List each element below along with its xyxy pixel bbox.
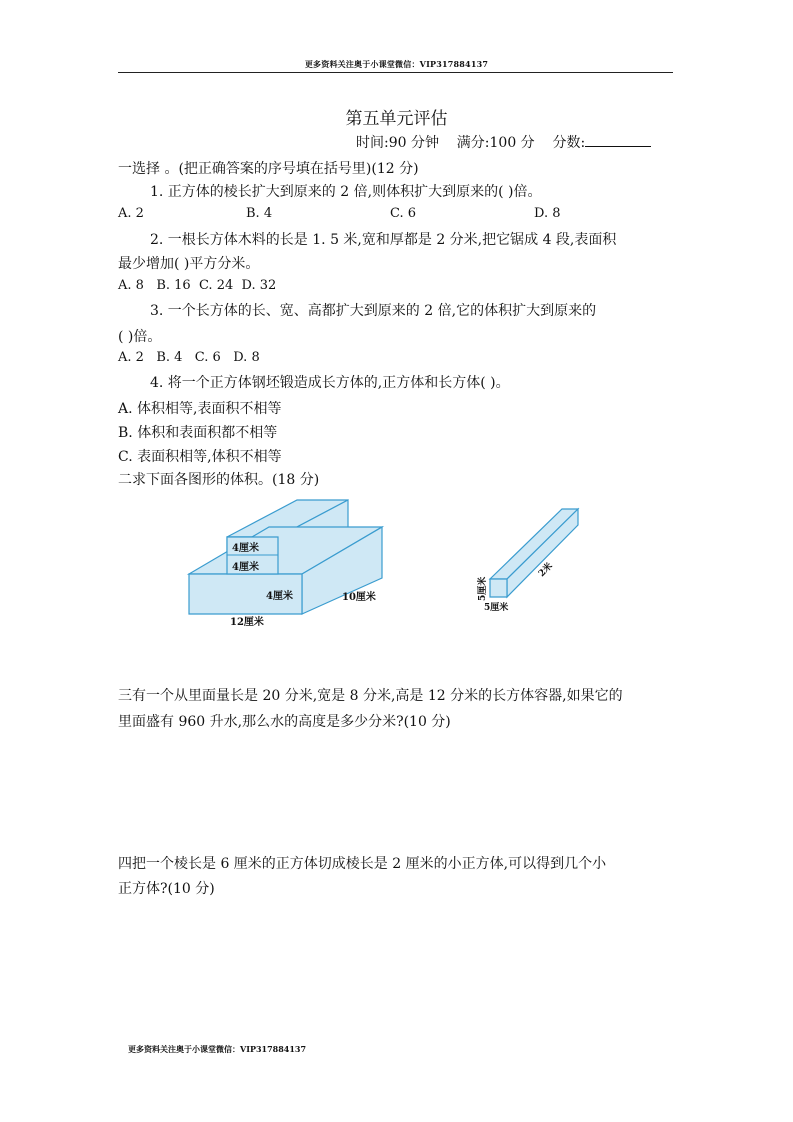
section4-line1: 四把一个棱长是 6 厘米的正方体切成棱长是 2 厘米的小正方体,可以得到几个小 (118, 856, 607, 872)
page-footer: 更多资料关注奥于小课堂微信：VIP317884137 (128, 1044, 307, 1054)
stepped-solid-figure (180, 495, 400, 635)
q1-option-b: B. 4 (246, 206, 273, 221)
header-divider (118, 72, 673, 73)
section1-heading: 一选择 。(把正确答案的序号填在括号里)(12 分) (118, 161, 419, 177)
q1-option-d: D. 8 (534, 206, 561, 221)
q2-line1: 2. 一根长方体木料的长是 1. 5 米,宽和厚都是 2 分米,把它锯成 4 段,表面积 (150, 232, 617, 248)
q1-options (118, 206, 618, 224)
section2-heading: 二求下面各图形的体积。(18 分) (118, 472, 320, 488)
full-score: 满分:100 分 (456, 135, 535, 151)
label-front-4cm: 4厘米 (266, 591, 293, 602)
label-height-5cm: 5厘米 (478, 576, 488, 601)
q3-options: A. 2 B. 4 C. 6 D. 8 (118, 350, 260, 365)
section3-line2: 里面盛有 960 升水,那么水的高度是多少分米?(10 分) (118, 714, 451, 730)
label-length-12cm: 12厘米 (230, 617, 264, 628)
page-title: 第五单元评估 (345, 109, 448, 129)
q4-text: 4. 将一个正方体钢坯锻造成长方体的,正方体和长方体( )。 (150, 375, 510, 391)
q3-line2: ( )倍。 (118, 329, 162, 345)
prism-front (490, 579, 507, 597)
q3-line1: 3. 一个长方体的长、宽、高都扩大到原来的 2 倍,它的体积扩大到原来的 (150, 303, 597, 319)
q1-option-a: A. 2 (118, 206, 144, 221)
long-prism-figure (470, 500, 590, 620)
label-top-4cm: 4厘米 (232, 543, 259, 554)
q4-option-c: C. 表面积相等,体积不相等 (118, 449, 282, 465)
q2-options: A. 8 B. 16 C. 24 D. 32 (118, 278, 277, 293)
score-blank (585, 134, 651, 147)
time-limit: 时间:90 分钟 (356, 135, 439, 151)
q4-option-a: A. 体积相等,表面积不相等 (118, 401, 282, 417)
label-length-2m: 2米 (537, 561, 555, 580)
score-label: 分数: (552, 135, 586, 151)
q1-option-c: C. 6 (390, 206, 417, 221)
label-mid-4cm: 4厘米 (232, 562, 259, 573)
label-width-5cm: 5厘米 (484, 603, 509, 613)
page-header: 更多资料关注奥于小课堂微信：VIP317884137 (304, 59, 489, 69)
q1-text: 1. 正方体的棱长扩大到原来的 2 倍,则体积扩大到原来的( )倍。 (150, 184, 542, 200)
section4-line2: 正方体?(10 分) (118, 881, 215, 897)
section3-line1: 三有一个从里面量长是 20 分米,宽是 8 分米,高是 12 分米的长方体容器,如果它的 (118, 688, 623, 704)
q4-option-b: B. 体积和表面积都不相等 (118, 425, 278, 441)
exam-meta (356, 132, 651, 152)
q2-line2: 最少增加( )平方分米。 (118, 256, 260, 272)
label-depth-10cm: 10厘米 (342, 592, 376, 603)
